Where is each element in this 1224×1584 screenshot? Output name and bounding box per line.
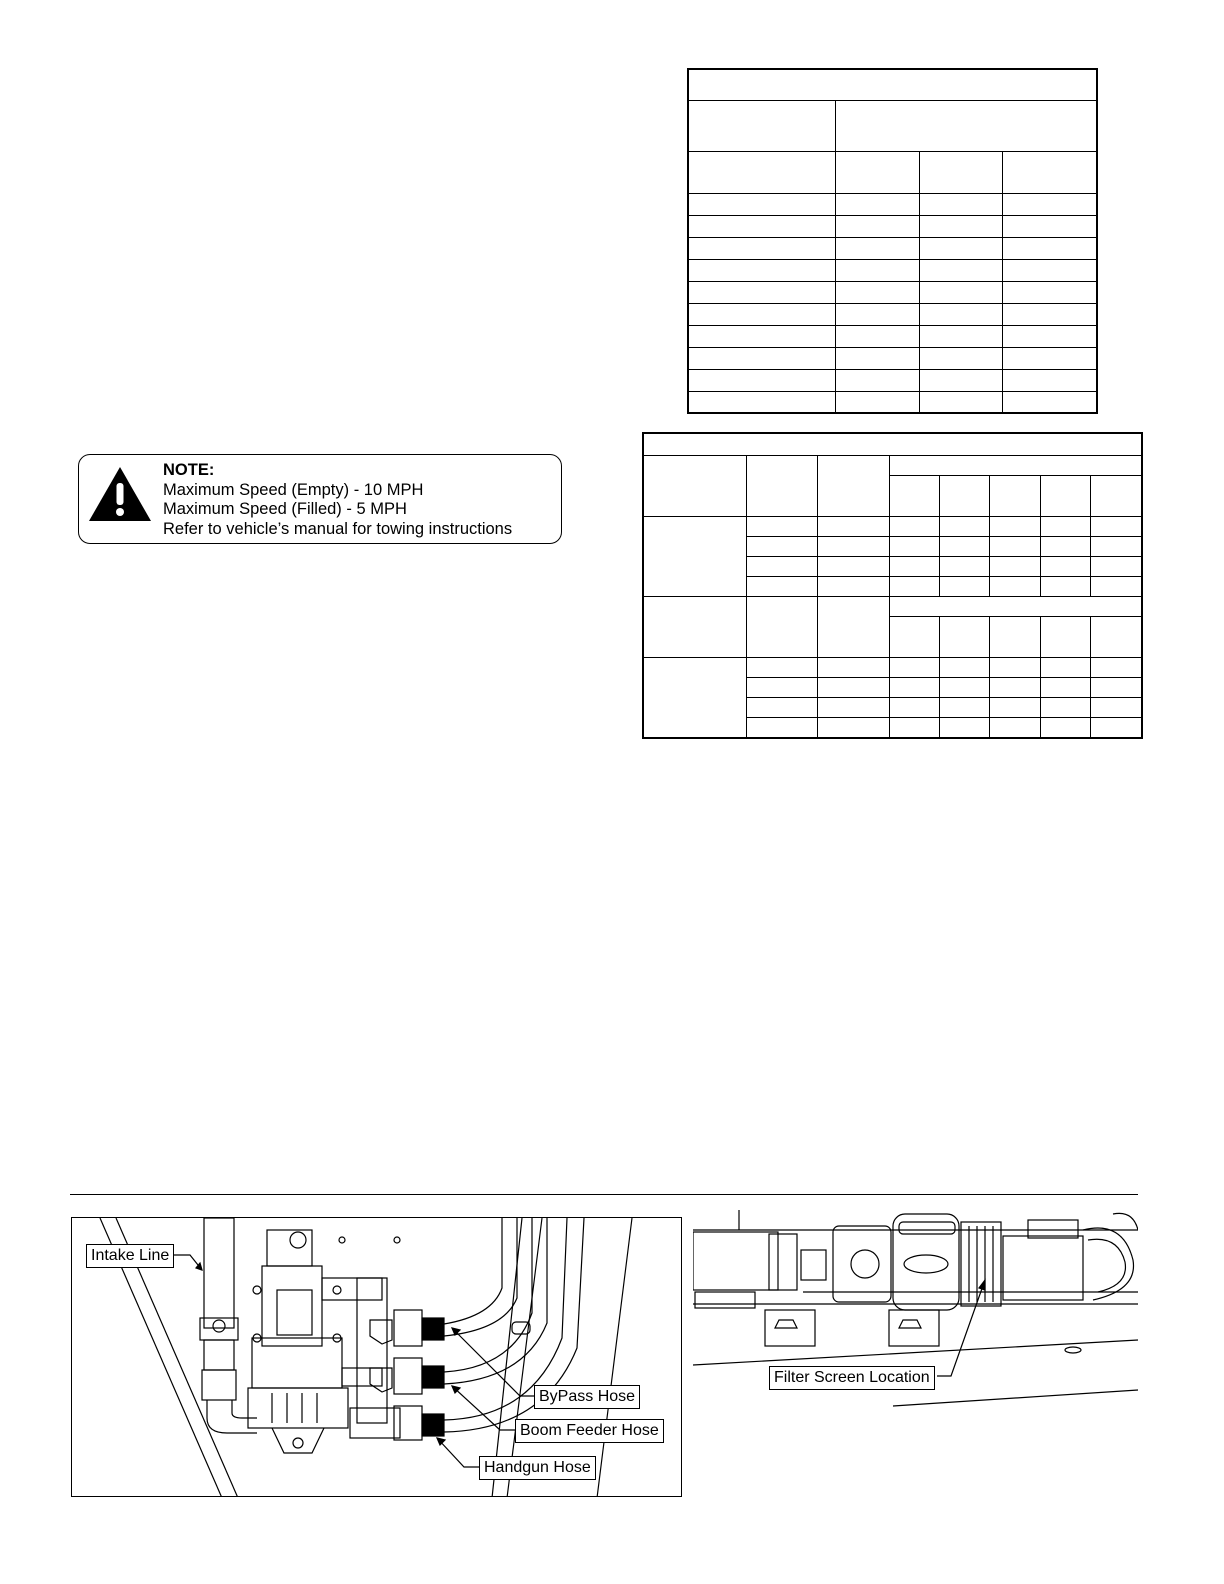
note-text — [163, 461, 512, 539]
table-row — [689, 216, 1097, 238]
table-row — [644, 517, 1142, 537]
note-line-towing: Refer to vehicle’s manual for towing instructions — [163, 519, 513, 538]
table-row — [689, 348, 1097, 370]
table-row — [689, 238, 1097, 260]
lower-table-title-cell — [644, 434, 1142, 456]
upper-table — [688, 69, 1097, 413]
upper-table-title-cell — [689, 70, 1097, 101]
filter-screen-location-label: Filter Screen Location — [769, 1366, 935, 1390]
note-title: NOTE: — [163, 461, 215, 479]
upper-table-header-cell — [689, 152, 836, 194]
table-row — [689, 370, 1097, 392]
note-line-empty-speed: Maximum Speed (Empty) - 10 MPH — [163, 480, 424, 499]
table-row — [689, 304, 1097, 326]
table-row — [689, 194, 1097, 216]
section-divider — [70, 1194, 1138, 1195]
table-row — [689, 326, 1097, 348]
upper-table-header-cell — [920, 152, 1003, 194]
boom-feeder-hose-label: Boom Feeder Hose — [515, 1419, 664, 1443]
lower-table — [643, 433, 1142, 738]
filter-figure — [693, 1200, 1138, 1410]
upper-table-header-cell — [689, 101, 836, 152]
speed-note-box — [78, 454, 562, 544]
warning-icon — [87, 465, 153, 523]
table-row — [689, 392, 1097, 413]
upper-table-header-cell — [836, 152, 920, 194]
upper-table-header-cell — [1003, 152, 1097, 194]
note-line-filled-speed: Maximum Speed (Filled) - 5 MPH — [163, 500, 407, 518]
bypass-hose-label: ByPass Hose — [534, 1385, 640, 1409]
table-row — [689, 282, 1097, 304]
pump-figure — [71, 1217, 682, 1497]
intake-line-label: Intake Line — [86, 1244, 174, 1268]
upper-table-header-cell — [836, 101, 1097, 152]
handgun-hose-label: Handgun Hose — [479, 1456, 596, 1480]
table-row — [644, 658, 1142, 678]
table-row — [689, 260, 1097, 282]
